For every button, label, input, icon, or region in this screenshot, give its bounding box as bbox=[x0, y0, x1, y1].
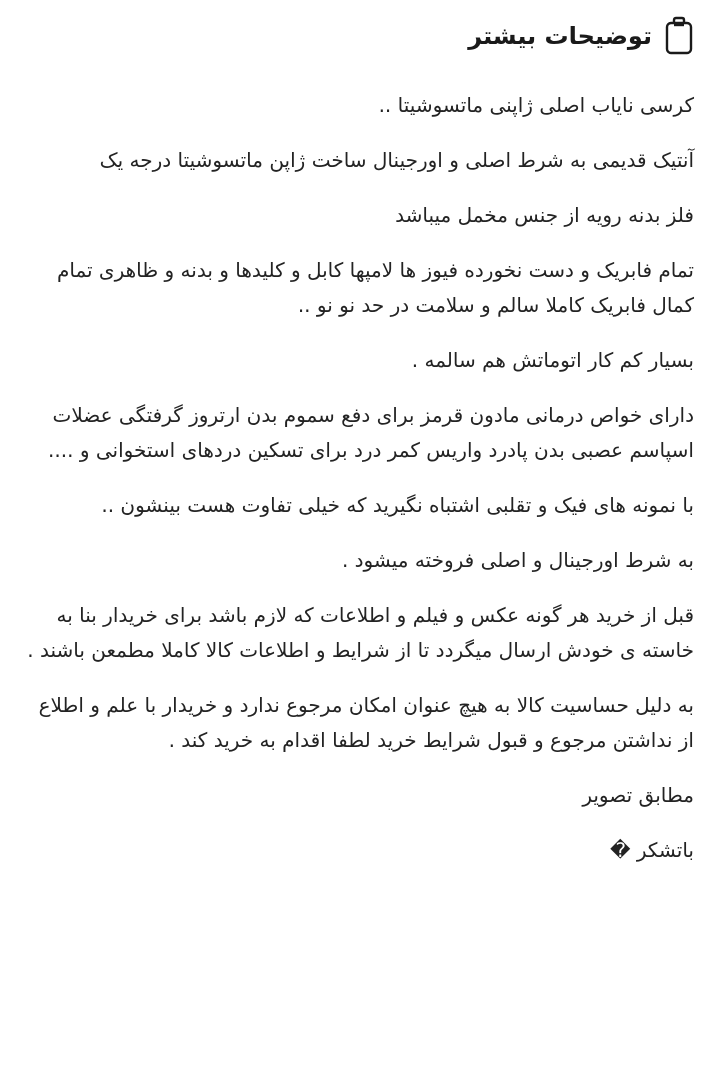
description-paragraph: کرسی نایاب اصلی ژاپنی ماتسوشیتا .. bbox=[378, 93, 694, 117]
description-paragraph: به شرط اورجینال و اصلی فروخته میشود . bbox=[341, 548, 694, 572]
description-paragraph: تمام فابریک و دست نخورده فیوز ها لامپها کابل و کلیدها و بدنه و ظاهری تمام کمال فابریک کاملا سالم و سلامت در حد نو نو .. bbox=[56, 258, 694, 317]
description-paragraph: فلز بدنه رویه از جنس مخمل میباشد bbox=[395, 203, 694, 227]
description-paragraph: به دلیل حساسیت کالا به هیچ عنوان امکان مرجوع ندارد و خریدار با علم و اطلاع از نداشتن مرجوع و قبول شرایط خرید لطفا اقدام به خرید کند . bbox=[38, 693, 694, 752]
description-paragraph: مطابق تصویر bbox=[582, 783, 694, 807]
description-paragraph: با نمونه های فیک و تقلبی اشتباه نگیرید که خیلی تفاوت هست بینشون .. bbox=[101, 493, 694, 517]
description-body bbox=[26, 88, 694, 868]
clipboard-icon bbox=[664, 16, 694, 56]
description-paragraph: قبل از خرید هر گونه عکس و فیلم و اطلاعات که لازم باشد برای خریدار بنا به خاسته ی خودش ارسال میگردد تا از شرایط و اطلاعات کالا کاملا مطمعن باشند . bbox=[27, 603, 694, 662]
description-paragraph: دارای خواص درمانی مادون قرمز برای دفع سموم بدن ارتروز گرفتگی عضلات اسپاسم عصبی بدن پادرد واریس کمر درد برای تسکین دردهای استخوانی و .... bbox=[48, 403, 694, 462]
section-title: توضیحات بیشتر bbox=[468, 22, 652, 50]
description-paragraph: بسیار کم کار اتوماتش هم سالمه . bbox=[411, 348, 694, 372]
description-paragraph: آنتیک قدیمی به شرط اصلی و اورجینال ساخت ژاپن ماتسوشیتا درجه یک bbox=[99, 148, 694, 172]
description-paragraph: باتشکر � bbox=[609, 838, 694, 862]
section-header bbox=[26, 14, 694, 58]
